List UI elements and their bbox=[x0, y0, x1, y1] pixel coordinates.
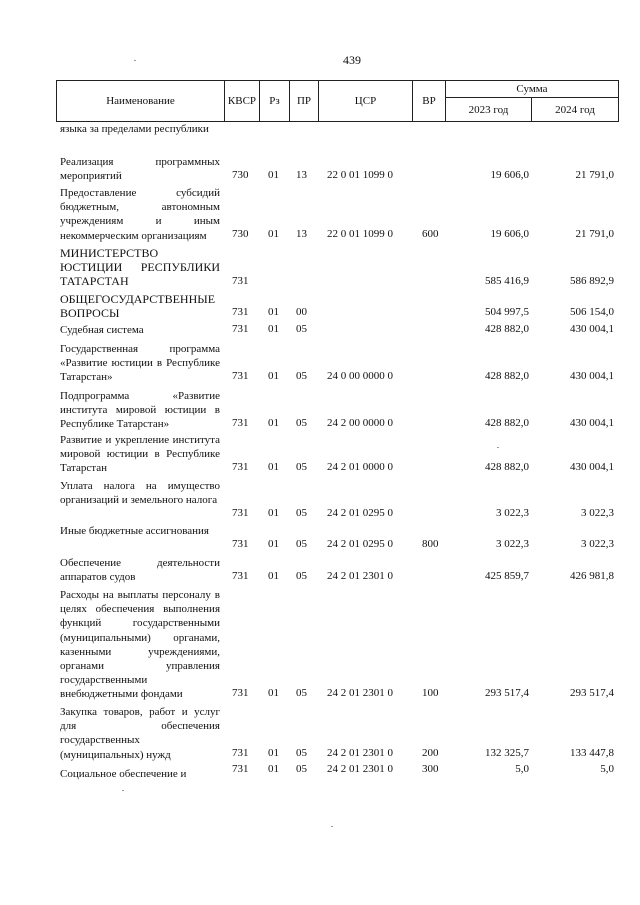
row-name: Иные бюджетные ассигнования bbox=[60, 525, 209, 537]
row-vr: 300 bbox=[422, 763, 439, 775]
row-sum-2024: 430 004,1 bbox=[570, 417, 614, 429]
row-sum-2023: 19 606,0 bbox=[490, 169, 529, 181]
row-kvsr: 731 bbox=[232, 306, 249, 318]
row-csr: 22 0 01 1099 0 bbox=[327, 169, 393, 181]
scan-speck bbox=[497, 447, 499, 448]
row-name: Реализация программных мероприятий bbox=[60, 156, 220, 183]
row-sum-2023: 19 606,0 bbox=[490, 228, 529, 240]
row-pr: 05 bbox=[296, 538, 307, 550]
row-rz: 01 bbox=[268, 228, 279, 240]
row-name: Закупка товаров, работ и услуг для обеспечения государственных (муниципальных) нужд bbox=[60, 706, 220, 761]
row-pr: 05 bbox=[296, 417, 307, 429]
row-rz: 01 bbox=[268, 747, 279, 759]
header-year-2024: 2024 год bbox=[555, 103, 595, 116]
row-pr: 05 bbox=[296, 507, 307, 519]
header-pr: ПР bbox=[290, 81, 319, 121]
header-csr: ЦСР bbox=[319, 81, 413, 121]
row-pr: 05 bbox=[296, 323, 307, 335]
row-rz: 01 bbox=[268, 763, 279, 775]
row-pr: 13 bbox=[296, 169, 307, 181]
row-pr: 00 bbox=[296, 306, 307, 318]
row-sum-2024: 3 022,3 bbox=[581, 507, 614, 519]
row-rz: 01 bbox=[268, 370, 279, 382]
row-pr: 05 bbox=[296, 687, 307, 699]
row-name: Развитие и укрепление института мировой юстиции в Республике Татарстан bbox=[60, 434, 220, 475]
row-rz: 01 bbox=[268, 169, 279, 181]
row-sum-2024: 133 447,8 bbox=[570, 747, 614, 759]
row-kvsr: 731 bbox=[232, 538, 249, 550]
row-kvsr: 731 bbox=[232, 417, 249, 429]
header-kvsr: КВСР bbox=[225, 81, 260, 121]
row-kvsr: 731 bbox=[232, 687, 249, 699]
scan-speck bbox=[134, 60, 136, 61]
row-csr: 24 2 01 0295 0 bbox=[327, 507, 393, 519]
row-csr: 24 2 00 0000 0 bbox=[327, 417, 393, 429]
row-sum-2023: 3 022,3 bbox=[496, 507, 529, 519]
row-sum-2023: 425 859,7 bbox=[485, 570, 529, 582]
row-name: Судебная система bbox=[60, 324, 144, 336]
row-rz: 01 bbox=[268, 687, 279, 699]
row-rz: 01 bbox=[268, 306, 279, 318]
row-sum-2024: 430 004,1 bbox=[570, 461, 614, 473]
row-sum-2024: 3 022,3 bbox=[581, 538, 614, 550]
row-csr: 24 2 01 2301 0 bbox=[327, 687, 393, 699]
scan-speck bbox=[122, 790, 124, 791]
header-sum: Сумма bbox=[446, 81, 618, 98]
row-csr: 24 2 01 2301 0 bbox=[327, 570, 393, 582]
row-sum-2024: 430 004,1 bbox=[570, 323, 614, 335]
header-name: Наименование bbox=[57, 81, 225, 121]
row-kvsr: 731 bbox=[232, 323, 249, 335]
row-sum-2023: 504 997,5 bbox=[485, 306, 529, 318]
row-name: Обеспечение деятельности аппаратов судов bbox=[60, 557, 220, 584]
row-name: Подпрограмма «Развитие института мировой юстиции в Республике Татарстан» bbox=[60, 390, 220, 431]
row-name: Уплата налога на имущество организаций и земельного налога bbox=[60, 480, 220, 507]
row-csr: 24 2 01 2301 0 bbox=[327, 747, 393, 759]
row-sum-2023: 428 882,0 bbox=[485, 323, 529, 335]
page-number: 439 bbox=[343, 53, 361, 67]
row-kvsr: 730 bbox=[232, 169, 249, 181]
row-sum-2024: 430 004,1 bbox=[570, 370, 614, 382]
row-csr: 22 0 01 1099 0 bbox=[327, 228, 393, 240]
row-name: МИНИСТЕРСТВО ЮСТИЦИИ РЕСПУБЛИКИ ТАТАРСТАН bbox=[60, 246, 220, 289]
row-sum-2024: 21 791,0 bbox=[575, 228, 614, 240]
row-sum-2023: 3 022,3 bbox=[496, 538, 529, 550]
row-sum-2024: 21 791,0 bbox=[575, 169, 614, 181]
row-csr: 24 2 01 2301 0 bbox=[327, 763, 393, 775]
row-sum-2023: 132 325,7 bbox=[485, 747, 529, 759]
header-vr: ВР bbox=[413, 81, 446, 121]
row-kvsr: 731 bbox=[232, 370, 249, 382]
row-kvsr: 731 bbox=[232, 763, 249, 775]
row-rz: 01 bbox=[268, 570, 279, 582]
header-rz: Рз bbox=[260, 81, 290, 121]
row-kvsr: 731 bbox=[232, 461, 249, 473]
row-name: Предоставление субсидий бюджетным, автономным учреждениям и иным некоммерческим организациям bbox=[60, 187, 220, 242]
row-kvsr: 731 bbox=[232, 275, 249, 287]
row-kvsr: 731 bbox=[232, 570, 249, 582]
row-sum-2023: 428 882,0 bbox=[485, 417, 529, 429]
row-name: ОБЩЕГОСУДАРСТВЕННЫЕ ВОПРОСЫ bbox=[60, 292, 216, 321]
row-csr: 24 2 01 0000 0 bbox=[327, 461, 393, 473]
row-sum-2024: 586 892,9 bbox=[570, 275, 614, 287]
row-sum-2024: 293 517,4 bbox=[570, 687, 614, 699]
row-name: Государственная программа «Развитие юстиции в Республике Татарстан» bbox=[60, 343, 220, 384]
row-sum-2023: 585 416,9 bbox=[485, 275, 529, 287]
row-name: Расходы на выплаты персоналу в целях обеспечения выполнения функций государственными (муниципальными) органами, казенными учреждениями, органами управления государственными внебюджетными фондами bbox=[60, 589, 220, 701]
row-csr: 24 2 01 0295 0 bbox=[327, 538, 393, 550]
scan-speck bbox=[331, 826, 333, 827]
row-sum-2024: 426 981,8 bbox=[570, 570, 614, 582]
row-kvsr: 731 bbox=[232, 747, 249, 759]
row-vr: 100 bbox=[422, 687, 439, 699]
header-sum-group bbox=[446, 81, 618, 121]
row-pr: 05 bbox=[296, 747, 307, 759]
row-rz: 01 bbox=[268, 417, 279, 429]
row-pr: 05 bbox=[296, 370, 307, 382]
row-kvsr: 731 bbox=[232, 507, 249, 519]
row-sum-2023: 293 517,4 bbox=[485, 687, 529, 699]
row-sum-2023: 5,0 bbox=[515, 763, 529, 775]
row-name: языка за пределами республики bbox=[60, 123, 209, 135]
row-csr: 24 0 00 0000 0 bbox=[327, 370, 393, 382]
row-pr: 05 bbox=[296, 461, 307, 473]
row-pr: 05 bbox=[296, 763, 307, 775]
row-vr: 200 bbox=[422, 747, 439, 759]
row-sum-2024: 506 154,0 bbox=[570, 306, 614, 318]
row-rz: 01 bbox=[268, 323, 279, 335]
row-pr: 13 bbox=[296, 228, 307, 240]
row-sum-2023: 428 882,0 bbox=[485, 461, 529, 473]
row-sum-2023: 428 882,0 bbox=[485, 370, 529, 382]
row-pr: 05 bbox=[296, 570, 307, 582]
row-rz: 01 bbox=[268, 461, 279, 473]
row-rz: 01 bbox=[268, 538, 279, 550]
row-sum-2024: 5,0 bbox=[600, 763, 614, 775]
row-vr: 600 bbox=[422, 228, 439, 240]
table-header bbox=[56, 80, 619, 122]
row-name: Социальное обеспечение и bbox=[60, 768, 187, 780]
row-vr: 800 bbox=[422, 538, 439, 550]
row-kvsr: 730 bbox=[232, 228, 249, 240]
row-rz: 01 bbox=[268, 507, 279, 519]
header-year-2023: 2023 год bbox=[446, 98, 532, 121]
